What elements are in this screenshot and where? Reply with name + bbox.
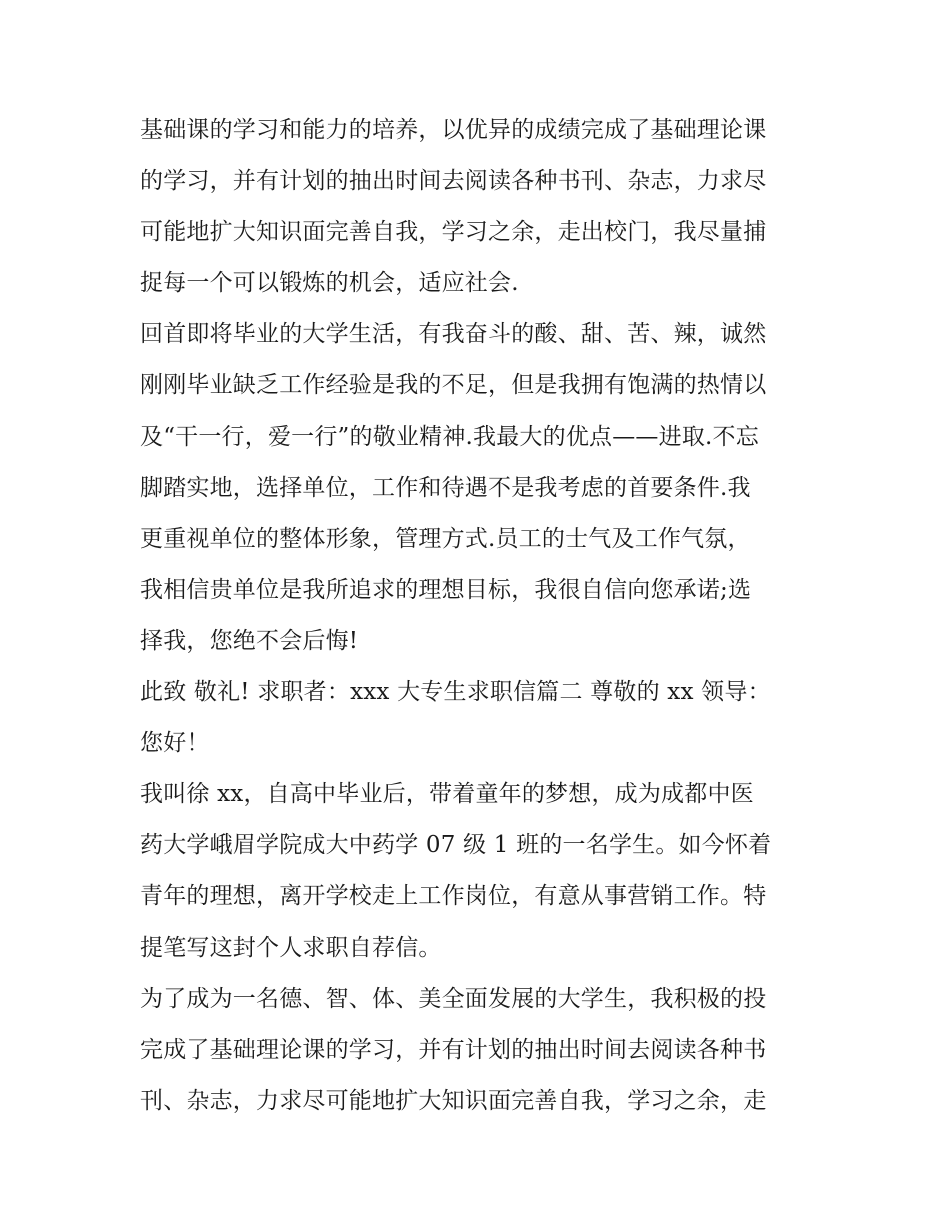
document-body	[140, 105, 820, 1127]
text-line: 更重视单位的整体形象，管理方式.员工的士气及工作气氛，	[140, 525, 751, 552]
text-line: 药大学峨眉学院成大中药学 07 级 1 班的一名学生。如今怀着	[140, 832, 772, 859]
text-line: 青年的理想，离开学校走上工作岗位，有意从事营销工作。特	[140, 883, 767, 910]
text-line: 刚刚毕业缺乏工作经验是我的不足，但是我拥有饱满的热情以	[140, 372, 767, 399]
text-line: 您好！	[140, 730, 210, 757]
text-line: 我相信贵单位是我所追求的理想目标，我很自信向您承诺;选	[140, 576, 752, 603]
text-line: 及“干一行，爱一行”的敬业精神.我最大的优点——进取.不忘	[140, 423, 759, 450]
text-line: 的学习，并有计划的抽出时间去阅读各种书刊、杂志，力求尽	[140, 168, 767, 195]
text-line: 脚踏实地，选择单位，工作和待遇不是我考虑的首要条件.我	[140, 474, 751, 501]
text-line: 回首即将毕业的大学生活，有我奋斗的酸、甜、苦、辣，诚然	[140, 321, 767, 348]
text-line: 提笔写这封个人求职自荐信。	[140, 934, 442, 961]
text-line: 可能地扩大知识面完善自我，学习之余，走出校门，我尽量捕	[140, 219, 767, 246]
text-line: 择我，您绝不会后悔!	[140, 627, 359, 654]
text-line: 我叫徐 xx，自高中毕业后，带着童年的梦想，成为成都中医	[140, 781, 754, 808]
text-line: 基础课的学习和能力的培养，以优异的成绩完成了基础理论课	[140, 117, 767, 143]
text-line: 为了成为一名德、智、体、美全面发展的大学生，我积极的投	[140, 985, 767, 1012]
text-line: 刊、杂志，力求尽可能地扩大知识面完善自我，学习之余，走	[140, 1087, 767, 1114]
text-line: 此致 敬礼! 求职者：xxx 大专生求职信篇二 尊敬的 xx 领导：	[140, 679, 771, 706]
text-line: 完成了基础理论课的学习，并有计划的抽出时间去阅读各种书	[140, 1036, 767, 1063]
text-line: 捉每一个可以锻炼的机会，适应社会.	[140, 270, 519, 297]
